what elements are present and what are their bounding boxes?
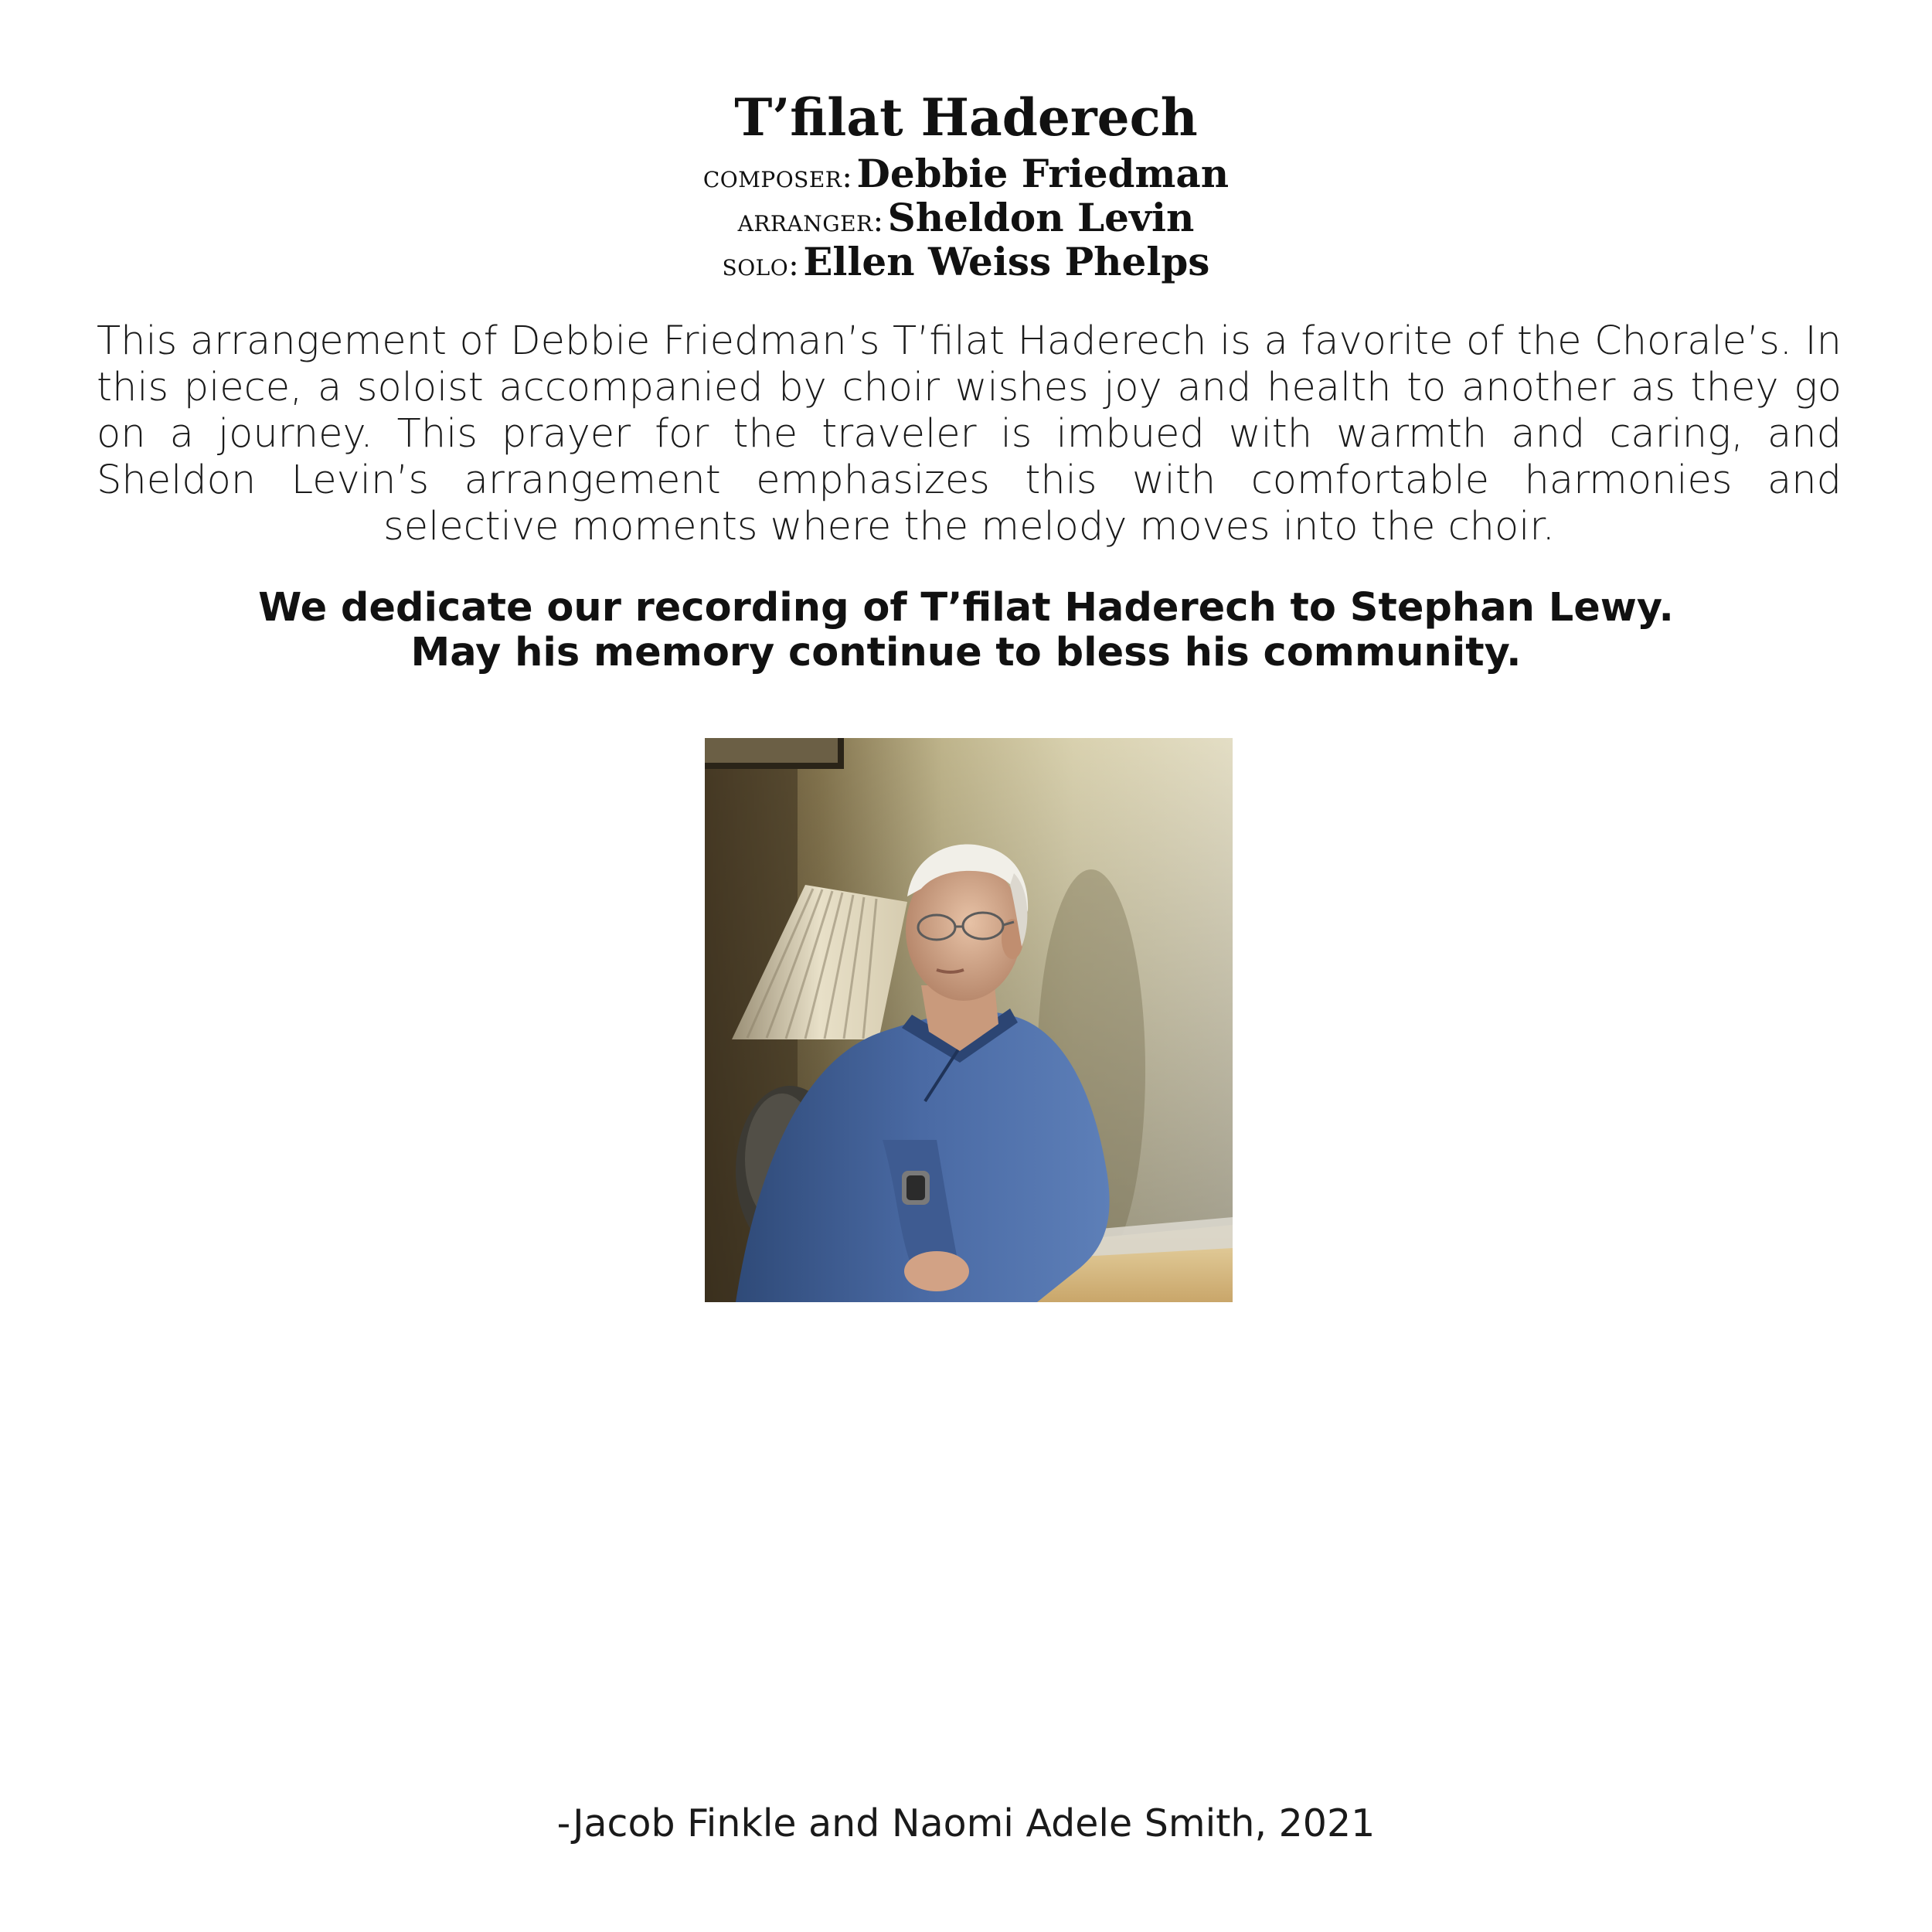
credits-block: [0, 151, 1932, 284]
credit-role: composer:: [702, 159, 853, 195]
dedication: [0, 586, 1932, 675]
credit-name: Sheldon Levin: [887, 195, 1195, 240]
description-paragraph: This arrangement of Debbie Friedman’s T’filat Haderech is a favorite of the Chorale’s. In this piece, a soloist accompanied by choir wishes joy and health to another as they go on a journey. This prayer for the traveler is imbued with warmth and caring, and Sheldon Levin’s arrangement emphasizes this with comfortable harmonies and selective moments where the melody moves into the choir.: [97, 318, 1842, 549]
credit-name: Debbie Friedman: [856, 151, 1230, 196]
credit-role: arranger:: [737, 203, 884, 239]
credit-line-solo: [0, 240, 1932, 284]
credit-line-arranger: [0, 196, 1932, 240]
dedication-line: We dedicate our recording of T’filat Haderech to Stephan Lewy.: [258, 585, 1674, 631]
credit-role: solo:: [722, 247, 800, 283]
dedication-line: May his memory continue to bless his community.: [410, 630, 1522, 675]
page-title: T’filat Haderech: [734, 87, 1198, 148]
portrait-photo: [705, 738, 1233, 1302]
credit-line-composer: [0, 151, 1932, 196]
signature: -Jacob Finkle and Naomi Adele Smith, 2021: [556, 1801, 1376, 1845]
credit-name: Ellen Weiss Phelps: [803, 239, 1210, 284]
